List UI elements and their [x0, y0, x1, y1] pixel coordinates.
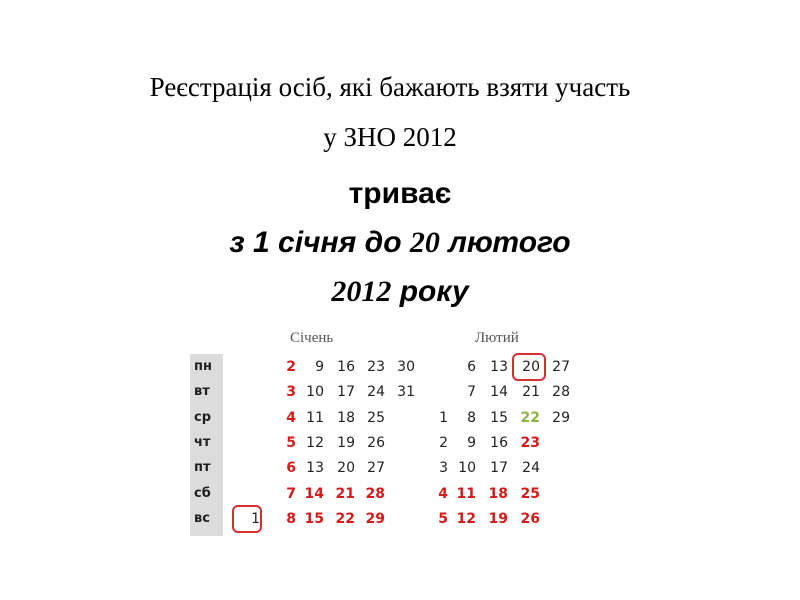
calendar-day-cell: 27: [367, 460, 385, 477]
heading-line-3: триває: [348, 177, 452, 210]
calendar-day-cell: 23: [367, 359, 385, 375]
calendar-day-cell: 13: [490, 359, 508, 375]
calendar-day-cell: 21: [522, 384, 540, 401]
calendar-day-cell: 15: [490, 409, 508, 426]
calendar-day-cell: 17: [337, 384, 355, 401]
calendar-day-cell: 21: [335, 485, 355, 502]
calendar-day-cell: 18: [488, 485, 508, 502]
calendar-day-cell: 30: [397, 359, 415, 375]
day-name-6: вс: [194, 510, 210, 526]
month-label-february: Лютий: [475, 330, 519, 346]
calendar-day-cell: 6: [467, 359, 476, 375]
calendar-day-cell: 2: [439, 434, 448, 451]
calendar-day-cell: 29: [365, 510, 385, 527]
calendar-day-cell: 29: [552, 409, 570, 426]
calendar-day-cell: 16: [490, 434, 508, 451]
calendar-day-cell: 9: [467, 434, 476, 451]
date-range-start: з 1 січня до: [229, 226, 402, 259]
calendar-day-cell: 3: [286, 384, 296, 401]
calendar-day-cell: 18: [337, 409, 355, 426]
calendar-day-cell: 8: [467, 409, 476, 426]
calendar-day-cell: 1: [251, 510, 260, 527]
year-word: року: [399, 275, 469, 308]
heading-line-2: у ЗНО 2012: [323, 122, 457, 152]
calendar-day-cell: 17: [490, 460, 508, 477]
calendar-day-cell: 20: [522, 359, 540, 375]
calendar-day-cell: 14: [490, 384, 508, 401]
calendar-day-cell: 28: [365, 485, 385, 502]
calendar-day-cell: 5: [438, 510, 448, 527]
calendar-day-cell: 12: [306, 434, 324, 451]
day-name-4: пт: [194, 460, 211, 476]
date-range-day: 20: [409, 226, 440, 259]
day-name-2: ср: [194, 409, 212, 425]
calendar-day-cell: 8: [286, 510, 296, 527]
month-label-january: Січень: [290, 330, 334, 346]
calendar-day-cell: 7: [467, 384, 476, 401]
calendar-day-cell: 12: [456, 510, 476, 527]
calendar-day-cell: 11: [306, 409, 324, 426]
calendar-day-cell: 10: [458, 460, 476, 477]
heading-line-5: [0, 275, 800, 309]
calendar-day-cell: 15: [304, 510, 324, 527]
highlight-february-20: [512, 353, 546, 381]
day-name-3: чт: [194, 434, 211, 450]
calendar-day-cell: 24: [522, 460, 540, 477]
calendar-day-cell: 25: [367, 409, 385, 426]
calendar-day-cell: 25: [520, 485, 540, 502]
calendar-day-cell: 19: [337, 434, 355, 451]
calendar-grid: [190, 354, 604, 534]
calendar-day-cell: 28: [552, 384, 570, 401]
calendar-day-cell: 6: [286, 460, 296, 477]
year-number: 2012: [331, 275, 392, 308]
calendar-day-cell: 4: [286, 409, 296, 426]
calendar-day-cell: 2: [286, 359, 296, 375]
calendar-day-cell: 5: [286, 434, 296, 451]
calendar-day-cell: 27: [552, 359, 570, 375]
calendar-day-cell: 22: [335, 510, 355, 527]
calendar-day-cell: 31: [397, 384, 415, 401]
calendar-day-cell: 26: [367, 434, 385, 451]
day-name-0: пн: [194, 359, 212, 374]
calendar-day-cell: 3: [439, 460, 448, 477]
date-range-month: лютого: [448, 226, 571, 259]
calendar-day-cell: 19: [488, 510, 508, 527]
calendar-day-cell: 20: [337, 460, 355, 477]
calendar-day-cell: 4: [438, 485, 448, 502]
calendar-day-cell: 11: [456, 485, 476, 502]
calendar-day-cell: 7: [286, 485, 296, 502]
calendar-day-cell: 16: [337, 359, 355, 375]
calendar-day-cell: 23: [520, 434, 540, 451]
calendar-day-cell: 22: [520, 409, 540, 426]
highlight-january-1: [232, 505, 262, 533]
calendar-day-cell: 26: [520, 510, 540, 527]
heading-line-4: [0, 226, 800, 260]
calendar-day-cell: 1: [439, 409, 448, 426]
calendar-day-cell: 10: [306, 384, 324, 401]
calendar-day-cell: 24: [367, 384, 385, 401]
calendar-day-cell: 9: [315, 359, 324, 375]
day-name-5: сб: [194, 485, 211, 501]
heading-line-1: Реєстрація осіб, які бажають взяти участь: [149, 72, 631, 102]
calendar-day-cell: 14: [304, 485, 324, 502]
calendar-day-cell: 13: [306, 460, 324, 477]
day-name-1: вт: [194, 384, 210, 400]
